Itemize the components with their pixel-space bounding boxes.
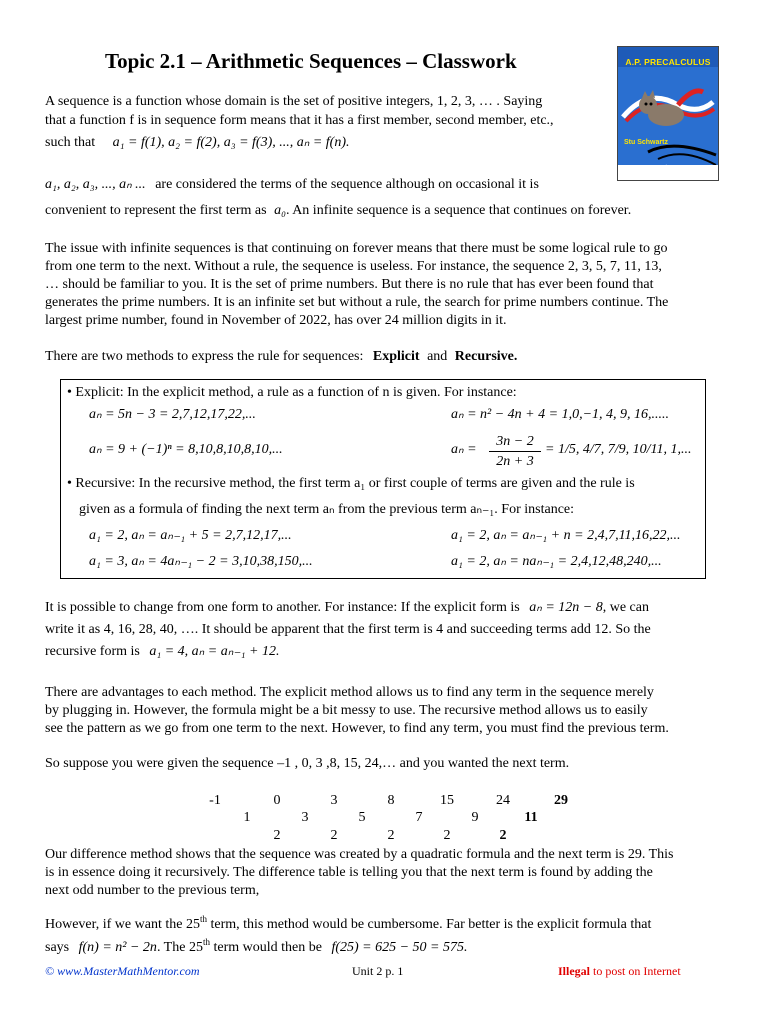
ex4-lhs: aₙ = [451,442,477,457]
definition-line-3 [45,133,725,152]
p9-line2a: says [45,940,70,955]
terms-line-1 [45,175,725,194]
diff-r2-c1: 1 [243,810,251,825]
terms-line-2 [45,201,725,220]
convert-line-3 [45,642,725,661]
recursive-intro: • Recursive: In the recursive method, the first term a₁ or first couple of terms are given and the rule is [67,476,635,491]
terms-text: are considered the terms of the sequence although on occasional it is [155,177,539,192]
recursive-example-3: a₁ = 3, aₙ = 4aₙ₋₁ − 2 = 3,10,38,150,... [89,554,313,569]
diff-r1-c5: 15 [440,793,454,808]
diff-r3-c1: 2 [273,828,281,843]
diff-r1-c6: 24 [496,793,510,808]
definition-line-3-text: such that [45,135,96,150]
issue-line-4: generates the prime numbers. It is an infinite set but without a rule, the search for prime numbers continue. The [45,295,669,310]
diff-r2-c4: 7 [415,810,423,825]
ex4-rhs: = 1/5, 4/7, 7/9, 10/11, 1,... [545,442,692,457]
diff-r3-c2: 2 [330,828,338,843]
recursive-example-2: a₁ = 2, aₙ = aₙ₋₁ + n = 2,4,7,11,16,22,... [451,528,681,543]
convert-recursive-math: a₁ = 4, aₙ = aₙ₋₁ + 12. [149,644,280,659]
difference-line-1: Our difference method shows that the sequence was created by a quadratic formula and the next term is 29. This [45,847,674,862]
explicit-formula-math: f(n) = n² − 2n [78,940,157,955]
diff-r1-c1: -1 [209,793,221,808]
cover-url: MasterMathMentor.com [644,164,692,169]
explicit-intro: • Explicit: In the explicit method, a rule as a function of n is given. For instance: [67,385,517,400]
issue-line-1: The issue with infinite sequences is that continuing on forever means that there must be some logical rule to go [45,241,668,256]
p9-line2b: . The 25 [156,940,203,955]
convert-explicit-math: aₙ = 12n − 8 [529,600,603,615]
footer-illegal: Illegal [558,964,590,978]
convert-line-1b: , we can [602,600,649,615]
diff-r2-c5: 9 [471,810,479,825]
explicit-label: Explicit [372,349,420,364]
issue-line-5: largest prime number, found in November of 2022, has over 24 million digits in it. [45,313,507,328]
recursive-example-1: a₁ = 2, aₙ = aₙ₋₁ + 5 = 2,7,12,17,... [89,528,292,543]
issue-line-3: … should be familiar to you. It is the set of prime numbers. But there is no rule that has ever been found that [45,277,654,292]
terms-line-2b: . An infinite sequence is a sequence that continues on forever. [285,203,632,218]
difference-line-2: is in essence doing it recursively. The difference table is telling you that the next term is found by adding the [45,865,653,880]
difference-line-3: next odd number to the previous term, [45,883,260,898]
ex4-numerator: 3n − 2 [489,432,541,452]
advantages-line-2: by plugging in. However, the formula might be a bit messy to use. The recursive method allows us to easily [45,703,648,718]
diff-r2-c3: 5 [358,810,366,825]
diff-r1-c4: 8 [387,793,395,808]
and-text: and [427,349,448,364]
p9-line2c: term would then be [209,940,322,955]
a-zero-math: a₀ [274,203,286,218]
diff-r2-c6: 11 [524,810,538,825]
definition-line-2: that a function f is in sequence form means that it has a first member, second member, etc., [45,113,554,128]
p9-line1a: However, if we want the 25 [45,917,200,932]
footer-notice [558,962,681,981]
explicit-25th-line-2 [45,938,725,957]
convert-line-2: write it as 4, 16, 28, 40, …. It should be apparent that the first term is 4 and succeeding terms add 12. So the [45,622,651,637]
convert-line-3a: recursive form is [45,644,140,659]
p9-line1-sup: th [199,914,207,924]
methods-text: There are two methods to express the rule for sequences: [45,349,364,364]
convert-line-1 [45,598,725,617]
convert-line-1a: It is possible to change from one form to another. For instance: If the explicit form is [45,600,520,615]
p9-line2-sup: th [202,937,210,947]
explicit-example-3: aₙ = 9 + (−1)ⁿ = 8,10,8,10,8,10,... [89,442,283,457]
cover-title: A.P. PRECALCULUS [625,57,711,67]
definition-formula: a₁ = f(1), a₂ = f(2), a₃ = f(3), ..., aₙ = f(n). [112,135,350,150]
recursive-label: Recursive. [454,349,518,364]
diff-r1-c2: 0 [273,793,281,808]
methods-line [45,347,725,366]
advantages-line-1: There are advantages to each method. The explicit method allows us to find any term in the sequence merely [45,685,654,700]
diff-r3-c3: 2 [387,828,395,843]
advantages-line-3: see the pattern as we go from one term to the next. However, to find any term, you must find the previous term. [45,721,669,736]
cover-author: Stu Schwartz [624,139,668,146]
footer-page-number: Unit 2 p. 1 [352,964,404,978]
p9-line1b: term, this method would be cumbersome. Far better is the explicit formula that [206,917,652,932]
diff-r3-c5: 2 [499,828,507,843]
methods-box [60,379,706,579]
f25-math: f(25) = 625 − 50 = 575. [331,940,468,955]
ex4-denominator: 2n + 3 [496,454,534,469]
recursive-example-4: a₁ = 2, aₙ = naₙ₋₁ = 2,4,12,48,240,... [451,554,662,569]
page-title: Topic 2.1 – Arithmetic Sequences – Classwork [105,49,517,73]
footer-notice-rest: to post on Internet [590,964,681,978]
terms-math: a₁, a₂, a₃, ..., aₙ ... [45,177,146,192]
diff-r2-c2: 3 [301,810,309,825]
sequence-question: So suppose you were given the sequence –1 , 0, 3 ,8, 15, 24,… and you wanted the next term. [45,756,570,771]
recursive-intro-2: given as a formula of finding the next term aₙ from the previous term aₙ₋₁. For instance: [79,502,575,517]
footer-site-link[interactable]: © www.MasterMathMentor.com [45,964,200,978]
diff-r3-c4: 2 [443,828,451,843]
terms-line-2a: convenient to represent the first term as [45,203,267,218]
explicit-example-2: aₙ = n² − 4n + 4 = 1,0,−1, 4, 9, 16,..... [451,407,670,422]
diff-r1-c3: 3 [330,793,338,808]
diff-r1-c7: 29 [554,793,568,808]
issue-line-2: from one term to the next. Without a rule, the sequence is useless. For instance, the sequence 2, 3, 5, 7, 11, 13, [45,259,662,274]
explicit-25th-line-1 [45,915,725,934]
explicit-example-1: aₙ = 5n − 3 = 2,7,12,17,22,... [89,407,256,422]
definition-line-1: A sequence is a function whose domain is the set of positive integers, 1, 2, 3, … . Saying [45,94,543,109]
